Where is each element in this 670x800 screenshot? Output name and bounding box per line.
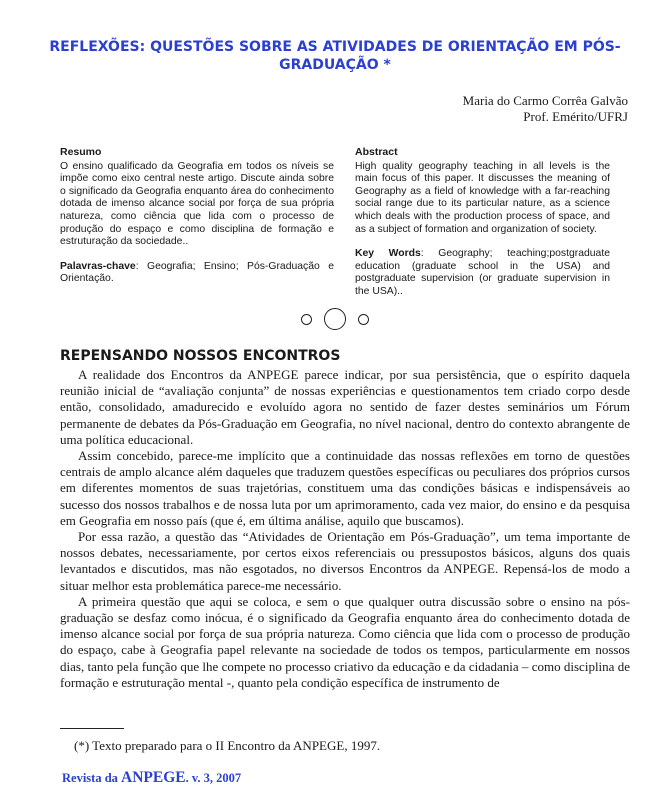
section-heading: REPENSANDO NOSSOS ENCONTROS [60,348,341,364]
footnote-divider [60,728,124,729]
abstract-text: High quality geography teaching in all levels is the main focus of this paper. It discusses the meaning of Geography as a field of knowledge with a far-reaching social range due to its particular nature, as a science which deals with the production process of space, and as a subject of formation and organization of society. [355,160,610,235]
paragraph: A primeira questão que aqui se coloca, e sem o que qualquer outra discussão sobre o ensino na pós-graduação se desfaz como inócua, é o significado da Geografia enquanto área do conhecimento dotada de imenso alcance social por força de sua própria natureza. Como ciência que lida com o processo de produção do espaço, cabe à Geografia papel relevante na sociedade de todos os tempos, particularmente em nossos dias, tanto pela função que lhe compete no processo criativo da educação e da cidadania – como disciplina de formação e estruturação mental -, quanto pela condição específica de instrumento de [60,593,630,690]
keywords-label: Key Words [355,248,421,260]
article-title: REFLEXÕES: QUESTÕES SOBRE AS ATIVIDADES DE ORIENTAÇÃO EM PÓS-GRADUAÇÃO * [49,39,621,73]
author-name: Maria do Carmo Corrêa Galvão [462,93,628,108]
footnote: (*) Texto preparado para o II Encontro da ANPEGE, 1997. [74,738,381,753]
large-circle-icon [324,308,346,330]
abstract-keywords [355,248,610,298]
paragraph: Por essa razão, a questão das “Atividades de Orientação em Pós-Graduação”, um tema importante de nossos debates, necessariamente, por certos eixos referenciais ou pressupostos básicos, alguns dos quais levantados e discutidos, mas não esgotados, no diversos Encontros da ANPEGE. Repensá-los de modo a situar melhor esta problemática parece-me necessário. [60,529,630,593]
footer-volume: . v. 3, 2007 [185,771,242,785]
resumo-text: O ensino qualificado da Geografia em todos os níveis se impõe como eixo central neste artigo. Discute ainda sobre o significado da Geografia enquanto área do conhecimento dotada de imenso alcance social por força de sua própria natureza, como ciência que lida com o processo de produção do espaço e como disciplina de formação e estruturação da sociedade.. [60,160,334,248]
resumo-keywords [60,261,334,286]
paragraph: A realidade dos Encontros da ANPEGE parece indicar, por sua persistência, que o espírito daquela reunião inicial de “avaliação conjunta” de nossas experiências e questionamentos tem criado corpo desde então, consolidado, amadurecido e evoluído agora no sentido de fazer destes seminários um Fórum permanente de debates da Pós-Graduação em Geografia, no nível nacional, dentro do contexto abrangente de uma política educacional. [60,367,630,447]
author-affiliation: Prof. Emérito/UFRJ [523,109,628,124]
abstract-heading: Abstract [355,146,398,158]
keywords-label: Palavras-chave [60,260,136,272]
resumo-block [60,146,334,286]
journal-name: ANPEGE [121,769,186,786]
section-ornament [0,308,670,330]
abstract-block [355,146,610,299]
journal-footer [62,770,241,786]
small-circle-icon [358,314,369,325]
footer-prefix: Revista da [62,771,122,785]
paragraph: Assim concebido, parece-me implícito que a continuidade das nossas reflexões em torno de questões centrais de amplo alcance além daqueles que traduzem questões específicas ou peculiares dos próprios cursos em diferentes momentos de suas trajetórias, constituem uma das condições básicas e indispensáveis ao sucesso dos nossos trabalhos e de nossa luta por um aprimoramento, cada vez maior, do ensino e da pesquisa em Geografia em nosso país (que é, em última análise, aquilo que buscamos). [60,448,630,528]
small-circle-icon [301,314,312,325]
keywords-text: : Geografia; Ensino; Pós-Graduação e Orientação. [60,260,334,285]
resumo-heading: Resumo [60,146,102,158]
keywords-text: : Geography; teaching;postgraduate education (graduate school in the USA) and postgraduate supervision (or graduate supervision in the USA).. [355,248,610,297]
body-text [60,367,630,691]
author-block [463,93,628,125]
